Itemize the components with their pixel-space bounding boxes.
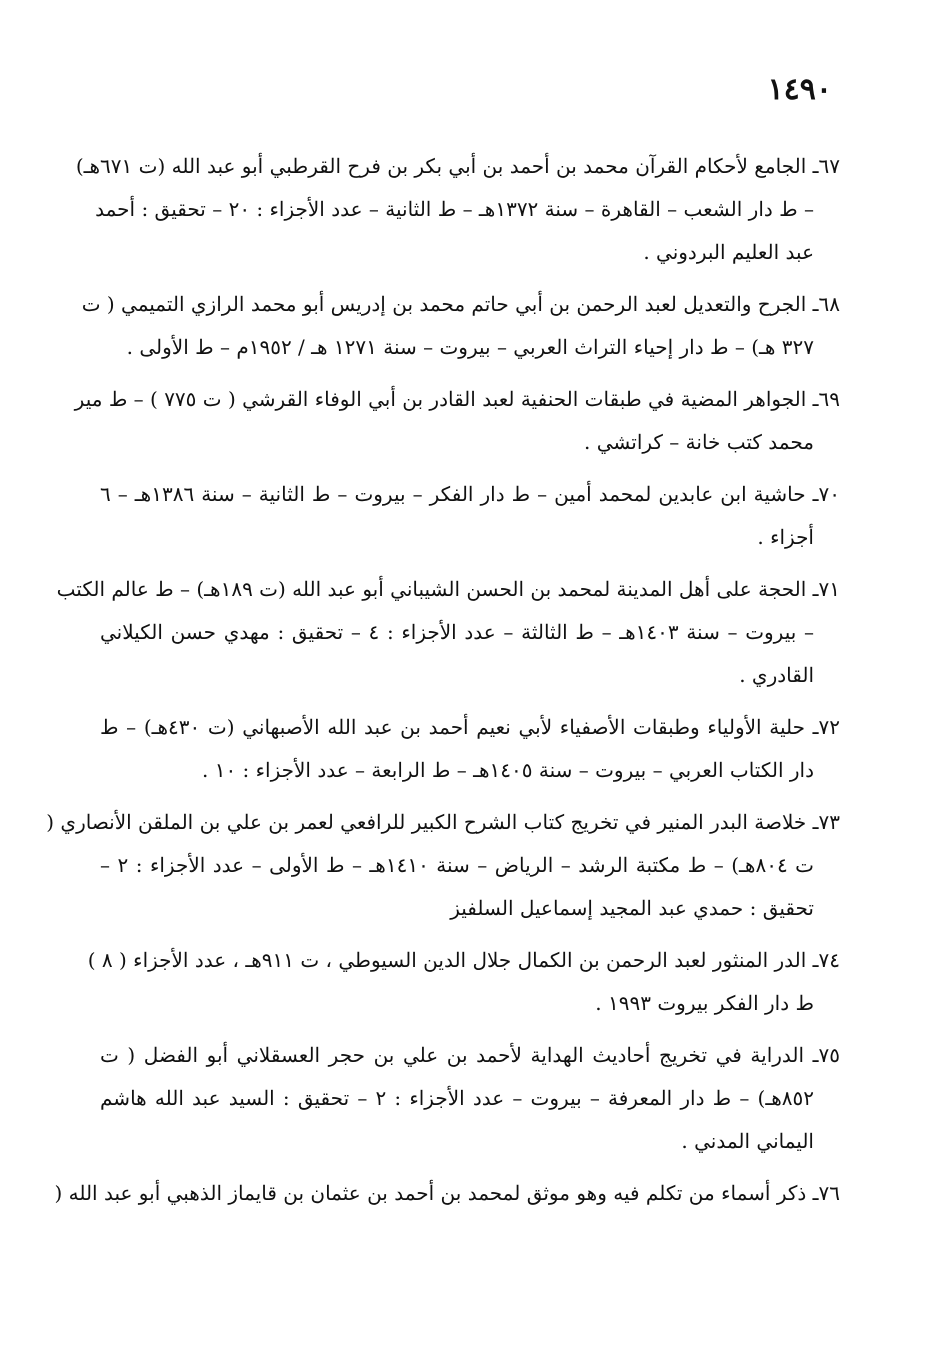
entry-line: أجزاء .: [757, 525, 814, 549]
entry-line: ط دار الفكر بيروت ١٩٩٣ .: [595, 991, 814, 1015]
entry-line: ٦٧ـ الجامع لأحكام القرآن محمد بن أحمد بن أبي بكر بن فرح القرطبي أبو عبد الله (ت ٦٧١هـ): [75, 154, 840, 178]
entry-line: ٧٠ـ حاشية ابن عابدين لمحمد أمين – ط دار الفكر – بيروت – ط الثانية – سنة ١٣٨٦هـ – ٦: [100, 482, 841, 506]
bibliography-entry-68: [81, 283, 840, 369]
entry-line: ٧٢ـ حلية الأولياء وطبقات الأصفياء لأبي نعيم أحمد بن عبد الله الأصبهاني (ت ٤٣٠هـ) – ط: [100, 715, 841, 739]
bibliography-entry-75: [100, 1034, 840, 1163]
entry-line: ٦٩ـ الجواهر المضية في طبقات الحنفية لعبد القادر بن أبي الوفاء القرشي ( ت ٧٧٥ ) – ط مير: [74, 387, 840, 411]
entry-line: ٦٨ـ الجرح والتعديل لعبد الرحمن بن أبي حاتم محمد بن إدريس أبو محمد الرازي التميمي ( ت: [81, 292, 840, 316]
entry-line: ٨٥٢هـ) – ط دار المعرفة – بيروت – عدد الأجزاء : ٢ – تحقيق : السيد عبد الله هاشم: [100, 1086, 814, 1110]
bibliography-entry-72: [100, 706, 840, 792]
entry-line: ٧٥ـ الدراية في تخريج أحاديث الهداية لأحمد بن علي بن حجر العسقلاني أبو الفضل ( ت: [100, 1043, 840, 1067]
entry-line: – ط دار الشعب – القاهرة – سنة ١٣٧٢هـ – ط الثانية – عدد الأجزاء : ٢٠ – تحقيق : أحمد: [95, 197, 814, 221]
bibliography-entry-76: [54, 1172, 840, 1215]
entry-line: ٧٤ـ الدر المنثور لعبد الرحمن بن الكمال جلال الدين السيوطي ، ت ٩١١هـ ، عدد الأجزاء ( ٨ ): [87, 948, 840, 972]
bibliography-list: [46, 145, 841, 1224]
entry-line: ٧٣ـ خلاصة البدر المنير في تخريج كتاب الشرح الكبير للرافعي لعمر بن علي بن الملقن الأنصاري (: [46, 810, 840, 834]
entry-line: ٧١ـ الحجة على أهل المدينة لمحمد بن الحسن الشيباني أبو عبد الله (ت ١٨٩هـ) – ط عالم الكتب: [56, 577, 840, 601]
entry-line: ت ٨٠٤هـ) – ط مكتبة الرشد – الرياض – سنة ١٤١٠هـ – ط الأولى – عدد الأجزاء : ٢ –: [100, 853, 815, 877]
entry-line: تحقيق : حمدي عبد المجيد إسماعيل السلفيز: [450, 896, 814, 920]
bibliography-entry-74: [87, 939, 840, 1025]
bibliography-entry-71: [56, 568, 840, 697]
entry-line: اليماني المدني .: [681, 1129, 814, 1153]
entry-line: عبد العليم البردوني .: [643, 240, 814, 264]
entry-line: محمد كتب خانة – كراتشي .: [584, 430, 814, 454]
bibliography-entry-70: [100, 473, 840, 559]
entry-line: دار الكتاب العربي – بيروت – سنة ١٤٠٥هـ – ط الرابعة – عدد الأجزاء : ١٠ .: [202, 758, 814, 782]
bibliography-entry-69: [74, 378, 840, 464]
bibliography-entry-67: [75, 145, 840, 274]
entry-line: – بيروت – سنة ١٤٠٣هـ – ط الثالثة – عدد الأجزاء : ٤ – تحقيق : مهدي حسن الكيلاني: [100, 620, 814, 644]
entry-line: القادري .: [739, 663, 814, 687]
entry-line: ٧٦ـ ذكر أسماء من تكلم فيه وهو موثق لمحمد بن أحمد بن عثمان بن قايماز الذهبي أبو عبد الله (: [54, 1181, 840, 1205]
page-number: ١٤٩٠: [767, 72, 832, 107]
entry-line: ٣٢٧ هـ) – ط دار إحياء التراث العربي – بيروت – سنة ١٢٧١ هـ / ١٩٥٢م – ط الأولى .: [126, 335, 814, 359]
bibliography-entry-73: [46, 801, 840, 930]
